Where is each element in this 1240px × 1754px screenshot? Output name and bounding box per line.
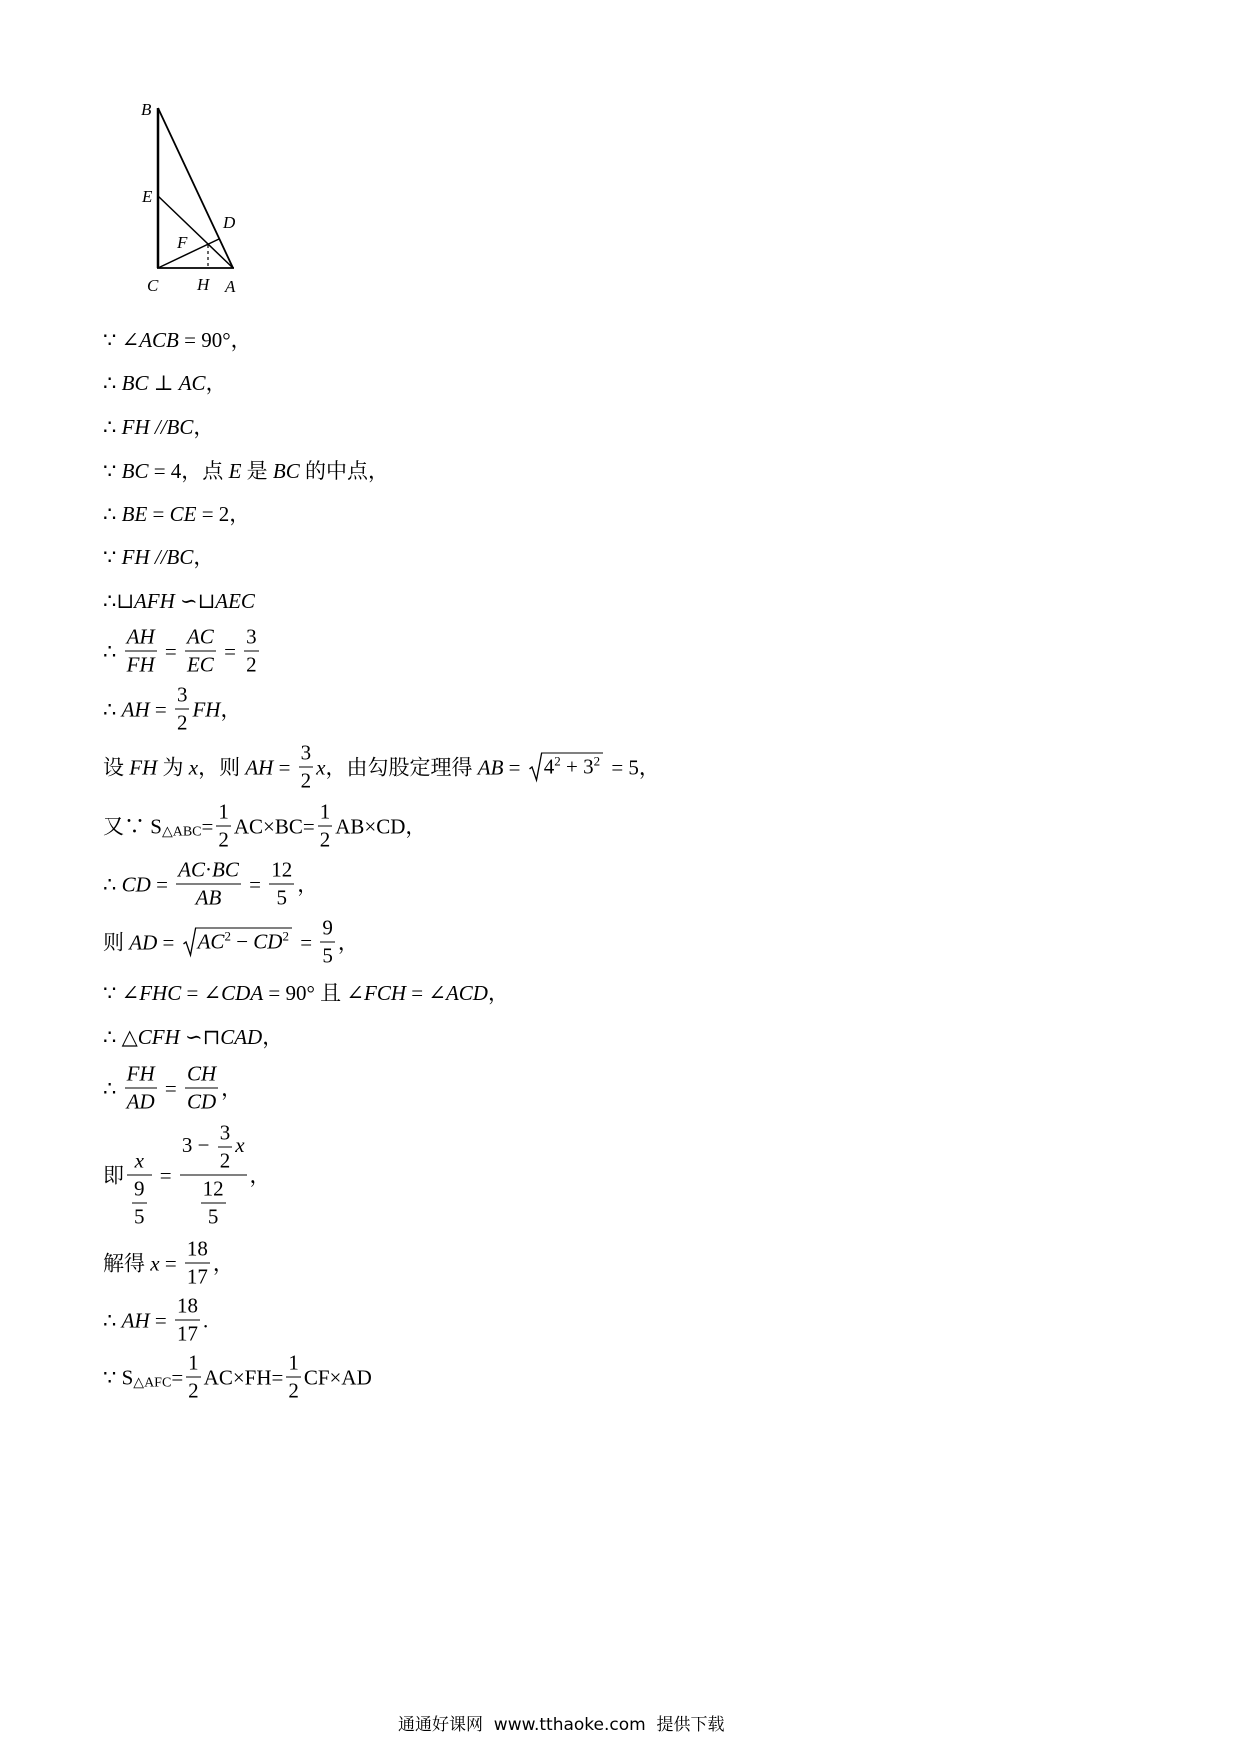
fraction-bar [269,884,294,885]
math-text: 2 [219,1148,231,1173]
fraction-bar [201,1203,226,1204]
fraction [175,683,190,736]
fraction-denominator [216,828,231,853]
fraction-denominator [244,653,259,678]
fraction-denominator [320,944,335,969]
fraction-numerator [185,625,216,650]
fraction-numerator [186,1351,201,1376]
solution-line [103,370,227,396]
radical-sign-stroke [183,928,196,955]
fraction-numerator [125,625,157,650]
math-text: = 5， [606,755,660,779]
math-text: + 3 [560,754,594,779]
fraction-numerator [201,1177,226,1202]
math-variable: AFH [133,589,175,613]
fraction-numerator [286,1351,301,1376]
solution-line [103,858,318,911]
fraction-numerator [127,1149,152,1174]
math-text: ∵ S [103,1365,134,1389]
math-variable: AEC [215,589,255,613]
fraction [318,800,333,853]
math-text: 9 [134,1176,145,1201]
fraction [185,625,216,678]
math-variable: BE [121,502,148,526]
math-text: 9 [322,915,333,940]
fraction-denominator [218,1149,233,1174]
fraction-numerator [176,858,241,883]
math-text: = [294,930,318,954]
math-text: 为 [157,755,189,779]
math-text: ， [212,1251,234,1275]
fraction [132,1177,147,1230]
math-variable: AH [121,1308,150,1332]
fraction-denominator [286,1379,301,1404]
math-variable: CD [253,929,283,954]
math-variable: FH [192,697,221,721]
math-variable: AC [197,929,225,954]
fraction-denominator [201,1205,226,1230]
fraction-bar [185,1263,210,1264]
math-text: ， [262,1025,284,1049]
math-text: ∴ [103,371,122,395]
math-text: ∴ [103,415,122,439]
math-text: 12 [271,857,293,882]
math-variable: CH [186,1061,217,1086]
fraction-numerator [216,800,231,825]
fraction-bar [175,709,190,710]
math-text: = 4，点 [148,459,229,483]
superscript: 2 [282,928,289,944]
point-label-a: A [225,277,236,296]
fraction-denominator [318,828,333,853]
math-text: = [150,872,174,896]
math-text: AB×CD， [335,814,427,838]
radicand [196,928,292,957]
math-text: 3 [300,740,312,765]
fraction-denominator [125,1090,157,1115]
math-variable: AC [186,624,214,649]
fraction-numerator [244,625,259,650]
fraction-denominator [125,653,157,678]
fraction-bar [176,884,241,885]
math-text: ， [487,981,509,1005]
fraction-bar [127,1175,152,1176]
fraction-bar [185,1088,218,1089]
math-text: ， [193,415,215,439]
math-text: ， [220,697,242,721]
fraction-bar [125,651,157,652]
math-text: ∴ [103,1308,122,1332]
math-text: = [159,1251,182,1275]
math-variable: FHC [139,981,182,1005]
math-text: 1 [188,1350,199,1375]
math-text: = ∠ [406,981,446,1005]
math-text: ∽⊔ [174,589,216,613]
math-text: 3 [246,624,257,649]
fraction [320,916,335,969]
fraction [125,625,157,678]
math-variable: FH [126,1061,155,1086]
solution-line [103,544,214,570]
fraction-denominator [175,711,190,736]
fraction-denominator [186,1379,201,1404]
math-text: = [147,502,170,526]
math-variable: AH [245,755,274,779]
math-text: 5 [322,943,333,968]
triangle-figure [0,0,300,310]
math-text: ， [249,1163,271,1187]
fraction [185,1237,210,1290]
fraction [244,625,259,678]
fraction-bar [216,826,231,827]
math-text: 是 [241,459,273,483]
math-variable: x [316,755,326,779]
fraction-numerator [185,1062,218,1087]
math-text: 则 [103,930,130,954]
math-text: ∵ ∠ [103,981,140,1005]
fraction-denominator [127,1177,152,1230]
solution-line [103,625,262,678]
fraction-numerator [185,1237,210,1262]
math-text: 4 [543,754,555,779]
point-label-h: H [197,275,210,294]
math-text: = ∠ [181,981,222,1005]
fraction-bar [132,1203,147,1204]
math-text: ∴ [103,639,122,663]
fraction-denominator [269,886,294,911]
math-variable: x [134,1148,144,1173]
fraction-numerator [318,800,333,825]
math-variable: BC [121,459,149,483]
solution-line [103,1237,234,1290]
fraction [286,1351,301,1404]
math-text: ， [221,1076,243,1100]
math-text: = [503,755,526,779]
math-text: ∴⊔ [103,589,134,613]
math-text: = [149,697,172,721]
math-text: CF×AD [303,1365,372,1389]
fraction-denominator [185,1265,210,1290]
math-text: 1 [319,799,331,824]
fraction-bar [318,826,333,827]
math-text: 的中点， [299,459,389,483]
math-text: = [154,1163,177,1187]
math-variable: AC [178,371,206,395]
math-text: 2 [319,827,331,852]
math-variable: FH [126,652,155,677]
solution-line [103,327,252,353]
math-text: 18 [176,1293,198,1318]
math-text: 解得 [103,1251,151,1275]
math-text: ∴ △ [103,1025,138,1049]
math-variable: EC [186,652,214,677]
fraction-denominator [180,1177,247,1230]
math-variable: x [188,755,199,779]
solution-line [103,1024,283,1050]
math-variable: FH //BC [121,415,194,439]
math-variable: AB [477,755,504,779]
math-text: 2 [176,710,188,735]
math-text: = [159,1076,182,1100]
fraction-numerator [269,858,294,883]
math-text: 12 [202,1176,224,1201]
fraction [125,1062,157,1115]
math-variable: FH [129,755,158,779]
fraction [176,858,241,911]
math-text: = [243,872,267,896]
math-text: 2 [188,1378,199,1403]
radical-sign-stroke [529,753,542,780]
math-variable: x [150,1251,160,1275]
math-text: 3 − [181,1132,215,1157]
fraction-bar [186,1377,201,1378]
math-text: ∽⊓ [179,1025,221,1049]
math-variable: BC [212,857,239,882]
solution-line [103,800,426,853]
math-text: AC×BC= [233,814,315,838]
fraction-denominator [132,1205,147,1230]
solution-line [103,458,389,484]
math-variable: AH [121,697,150,721]
math-text: 1 [218,799,229,824]
math-text: ∵ [103,459,122,483]
point-label-c: C [147,276,159,295]
math-text: ∴ [103,1076,122,1100]
fraction [269,858,294,911]
fraction [216,800,231,853]
fraction-bar [320,942,335,943]
solution-line [103,414,214,440]
fraction-denominator [299,769,314,794]
fraction [299,741,314,794]
fraction-numerator [299,741,314,766]
math-text: 3 [176,682,188,707]
fraction-numerator [132,1177,147,1202]
fraction-numerator [175,1294,200,1319]
math-text: = 90°， [178,328,252,352]
math-text: = [218,639,242,663]
math-text: 17 [176,1321,198,1346]
math-variable: ACB [139,328,179,352]
fraction-numerator [175,683,190,708]
math-text: 即 [103,1163,124,1187]
math-text: ∴ [103,502,122,526]
solution-line [103,501,250,527]
math-variable: ACD [445,981,488,1005]
fraction [180,1121,247,1230]
math-text: ⊥ [148,371,179,395]
math-variable: CD [186,1089,217,1114]
math-text: ∴ [103,872,122,896]
subscript: △AFC [133,1375,172,1390]
math-text: 5 [207,1204,219,1229]
radical-sign [529,753,542,782]
math-text: ，则 [198,755,246,779]
math-text: 5 [134,1204,145,1229]
fraction-denominator [176,886,241,911]
math-text: = [273,755,296,779]
math-text: ， [297,872,319,896]
math-variable: AB [195,885,222,910]
math-text: − [230,929,254,954]
math-text: 3 [219,1120,231,1145]
math-variable: E [228,459,242,483]
math-text: 2 [300,768,312,793]
math-text: = [157,930,180,954]
solution-line [103,1351,372,1404]
math-variable: AH [126,624,155,649]
fraction [201,1177,226,1230]
math-text: ， [205,371,227,395]
math-text: 1 [288,1350,299,1375]
superscript: 2 [554,753,561,769]
fraction [127,1121,152,1230]
page-footer: 通通好课网 www.tthaoke.com 提供下载 [398,1715,725,1735]
fraction [185,1062,218,1115]
math-text: · [205,857,212,882]
fraction [175,1294,200,1347]
math-variable: AC [178,857,205,882]
math-variable: CDA [221,981,264,1005]
solution-line [103,980,509,1006]
fraction [186,1351,201,1404]
math-text: = [159,639,182,663]
radicand [542,753,603,782]
fraction-numerator [218,1121,233,1146]
math-text: = [171,1365,184,1389]
math-text: ∵ [103,545,122,569]
solution-line [103,1062,242,1115]
math-variable: CD [121,872,151,896]
solution-line [103,588,255,614]
math-text: = [201,814,214,838]
math-text: 18 [186,1236,208,1261]
fraction-bar [125,1088,157,1089]
square-root [529,753,603,782]
math-text: 又∵ S [103,814,162,838]
point-label-f: F [177,233,188,252]
math-text: 设 [103,755,130,779]
math-variable: FCH [364,981,407,1005]
fraction-bar [180,1175,247,1176]
solution-line [103,741,660,794]
math-text: 5 [276,885,287,910]
subscript: △ABC [161,824,202,839]
math-text: AC×FH= [203,1365,284,1389]
superscript: 2 [224,928,231,944]
math-text: 2 [288,1378,299,1403]
math-variable: AD [129,930,158,954]
math-text: ∵ ∠ [103,328,140,352]
math-text: = [149,1308,172,1332]
solution-line [103,683,241,736]
math-text: ， [193,545,215,569]
fraction-bar [185,651,216,652]
segment-ea [158,196,233,268]
fraction [218,1121,233,1174]
math-text: ， [337,930,359,954]
math-text: 2 [246,652,257,677]
fraction-numerator [320,916,335,941]
superscript: 2 [593,753,601,769]
square-root [183,928,292,957]
fraction-denominator [175,1322,200,1347]
fraction-bar [286,1377,301,1378]
fraction-bar [175,1320,200,1321]
math-variable: x [235,1132,245,1157]
point-label-e: E [142,187,153,206]
point-label-b: B [141,100,152,119]
math-text: = 2， [196,502,251,526]
math-variable: BC [121,371,149,395]
math-variable: BC [272,459,300,483]
solution-line [103,1294,208,1347]
fraction-denominator [185,653,216,678]
fraction-denominator [185,1090,218,1115]
segment-cd [158,239,219,268]
math-variable: CAD [220,1025,263,1049]
point-label-d: D [223,213,236,232]
fraction-numerator [180,1121,247,1174]
math-variable: FH //BC [121,545,194,569]
math-text: ，由勾股定理得 [325,755,478,779]
segment-ba [158,108,233,268]
solution-line [103,1121,271,1230]
math-text: . [202,1308,209,1332]
fraction-bar [218,1147,233,1148]
fraction-bar [244,651,259,652]
fraction-bar [299,767,314,768]
math-text: ∴ [103,697,122,721]
math-variable: AD [126,1089,155,1114]
solution-line [103,916,359,969]
fraction-numerator [125,1062,157,1087]
math-variable: CFH [137,1025,180,1049]
radical-sign [183,928,196,957]
math-variable: CE [169,502,197,526]
math-text: = 90° 且 ∠ [263,981,365,1005]
math-text: 17 [186,1264,208,1289]
math-text: 2 [218,827,229,852]
